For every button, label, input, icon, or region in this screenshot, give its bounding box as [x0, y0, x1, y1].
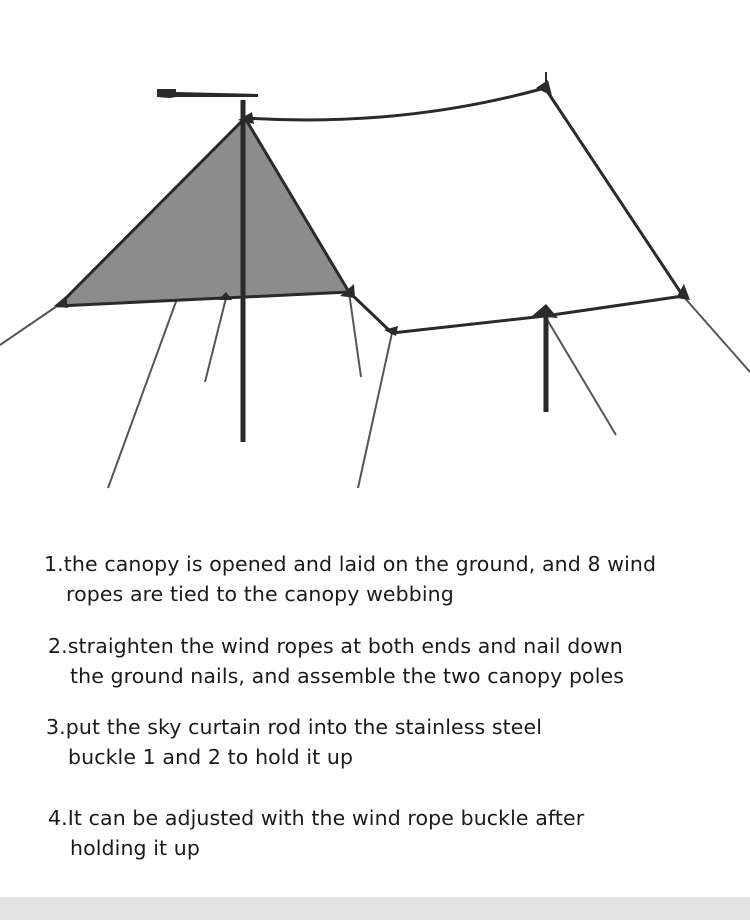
step-2-line-2: the ground nails, and assemble the two canopy poles — [70, 664, 624, 688]
wind-rope-right-pole — [545, 316, 616, 435]
wind-rope-far-right — [683, 296, 750, 372]
step-1-line-1: 1.the canopy is opened and laid on the ground, and 8 wind — [44, 552, 657, 576]
pole-flag — [157, 89, 258, 98]
corner-patch-left — [54, 296, 68, 308]
bottom-band — [0, 897, 750, 920]
wind-rope-far-left — [0, 304, 60, 345]
step-3-line-1: 3.put the sky curtain rod into the stainless steel — [46, 715, 543, 739]
step-4-line-2: holding it up — [70, 836, 201, 860]
step-4-line-1: 4.It can be adjusted with the wind rope buckle after — [48, 806, 585, 830]
instruction-step-3 — [46, 712, 542, 772]
wind-rope-shaded-corner — [349, 292, 361, 377]
step-1-line-2: ropes are tied to the canopy webbing — [66, 582, 454, 606]
instruction-step-2 — [48, 631, 624, 691]
step-3-line-2: buckle 1 and 2 to hold it up — [68, 745, 354, 769]
instruction-step-4 — [48, 803, 584, 863]
wind-rope-mid-left — [205, 298, 226, 382]
flag-pennant — [157, 89, 258, 98]
instruction-step-1 — [44, 549, 656, 609]
canopy-white-panel — [245, 88, 683, 333]
step-2-line-1: 2.straighten the wind ropes at both ends and nail down — [48, 634, 623, 658]
wind-rope-front-center — [358, 333, 392, 488]
